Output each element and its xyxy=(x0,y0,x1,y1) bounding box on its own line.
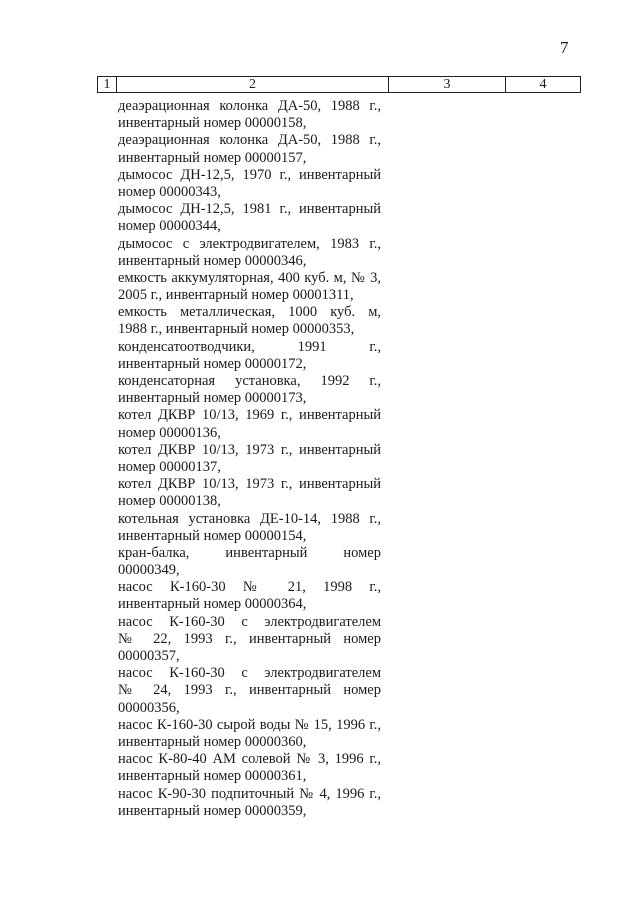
list-item xyxy=(118,786,381,820)
list-item-line: конденсатоотводчики, 1991 г., xyxy=(118,338,381,355)
list-item-line: котел ДКВР 10/13, 1969 г., инвентарный xyxy=(118,407,381,424)
list-item-line: инвентарный номер 00000360, xyxy=(118,733,307,750)
list-item-line: емкость аккумуляторная, 400 куб. м, № 3, xyxy=(118,269,381,286)
list-item-line: номер 00000343, xyxy=(118,183,221,200)
list-item xyxy=(118,614,381,666)
list-item-line: дымосос с электродвигателем, 1983 г., xyxy=(118,235,381,252)
list-item-line: деаэрационная колонка ДА-50, 1988 г., xyxy=(118,98,381,114)
column-header-3: 3 xyxy=(389,77,506,92)
list-item-line: емкость металлическая, 1000 куб. м, xyxy=(118,304,381,321)
list-item-line: инвентарный номер 00000154, xyxy=(118,527,307,544)
list-item-line: 00000356, xyxy=(118,699,180,716)
list-item-line: инвентарный номер 00000346, xyxy=(118,252,307,269)
list-item-line: котел ДКВР 10/13, 1973 г., инвентарный xyxy=(118,441,381,458)
column-header-4: 4 xyxy=(539,77,547,92)
list-item-line: инвентарный номер 00000361, xyxy=(118,768,307,785)
list-item xyxy=(118,304,381,338)
list-item-line: № 24, 1993 г., инвентарный номер xyxy=(118,682,381,699)
list-item-line: насос К-160-30 № 21, 1998 г., xyxy=(118,579,381,596)
list-item xyxy=(118,270,381,304)
page-number: 7 xyxy=(560,38,569,57)
list-item-line: инвентарный номер 00000173, xyxy=(118,390,307,407)
list-item-line: деаэрационная колонка ДА-50, 1988 г., xyxy=(118,132,381,149)
list-item xyxy=(118,665,381,717)
list-item-line: инвентарный номер 00000158, xyxy=(118,115,307,132)
list-item xyxy=(118,442,381,476)
list-item-line: 00000357, xyxy=(118,648,180,664)
list-item-line: насос К-80-40 АМ солевой № 3, 1996 г., xyxy=(118,751,381,768)
list-item-line: инвентарный номер 00000364, xyxy=(118,596,307,613)
list-item xyxy=(118,476,381,510)
list-item-line: дымосос ДН-12,5, 1981 г., инвентарный xyxy=(118,201,381,218)
list-item xyxy=(118,579,381,613)
table-header-row xyxy=(97,76,581,93)
list-item xyxy=(118,201,381,235)
list-item xyxy=(118,407,381,441)
list-item xyxy=(118,511,381,545)
list-item-line: котел ДКВР 10/13, 1973 г., инвентарный xyxy=(118,476,381,493)
list-item-line: № 22, 1993 г., инвентарный номер xyxy=(118,630,381,647)
list-item xyxy=(118,132,381,166)
list-item xyxy=(118,98,381,132)
list-item-line: номер 00000138, xyxy=(118,493,221,510)
list-item-line: инвентарный номер 00000359, xyxy=(118,802,307,819)
list-item-line: инвентарный номер 00000157, xyxy=(118,149,307,166)
asset-list xyxy=(118,98,381,820)
list-item-line: номер 00000137, xyxy=(118,458,221,475)
list-item-line: номер 00000136, xyxy=(118,424,221,441)
list-item-line: 00000349, xyxy=(118,562,180,579)
list-item-line: инвентарный номер 00000172, xyxy=(118,355,307,372)
list-item xyxy=(118,751,381,785)
list-item xyxy=(118,167,381,201)
list-item-line: конденсаторная установка, 1992 г., xyxy=(118,373,381,389)
list-item-line: насос К-90-30 подпиточный № 4, 1996 г., xyxy=(118,785,381,802)
list-item xyxy=(118,545,381,579)
list-item xyxy=(118,373,381,407)
column-header-1: 1 xyxy=(98,77,117,92)
column-header-2: 2 xyxy=(117,77,389,92)
list-item-line: 2005 г., инвентарный номер 00001311, xyxy=(118,287,354,304)
list-item-line: насос К-160-30 сырой воды № 15, 1996 г., xyxy=(118,716,381,733)
list-item-line: насос К-160-30 с электродвигателем xyxy=(118,613,381,630)
list-item xyxy=(118,236,381,270)
list-item-line: насос К-160-30 с электродвигателем xyxy=(118,665,381,682)
list-item-line: дымосос ДН-12,5, 1970 г., инвентарный xyxy=(118,166,381,183)
list-item xyxy=(118,339,381,373)
list-item-line: кран-балка, инвентарный номер xyxy=(118,544,381,561)
list-item-line: номер 00000344, xyxy=(118,218,221,235)
list-item xyxy=(118,717,381,751)
list-item-line: 1988 г., инвентарный номер 00000353, xyxy=(118,321,355,338)
list-item-line: котельная установка ДЕ-10-14, 1988 г., xyxy=(118,510,381,527)
